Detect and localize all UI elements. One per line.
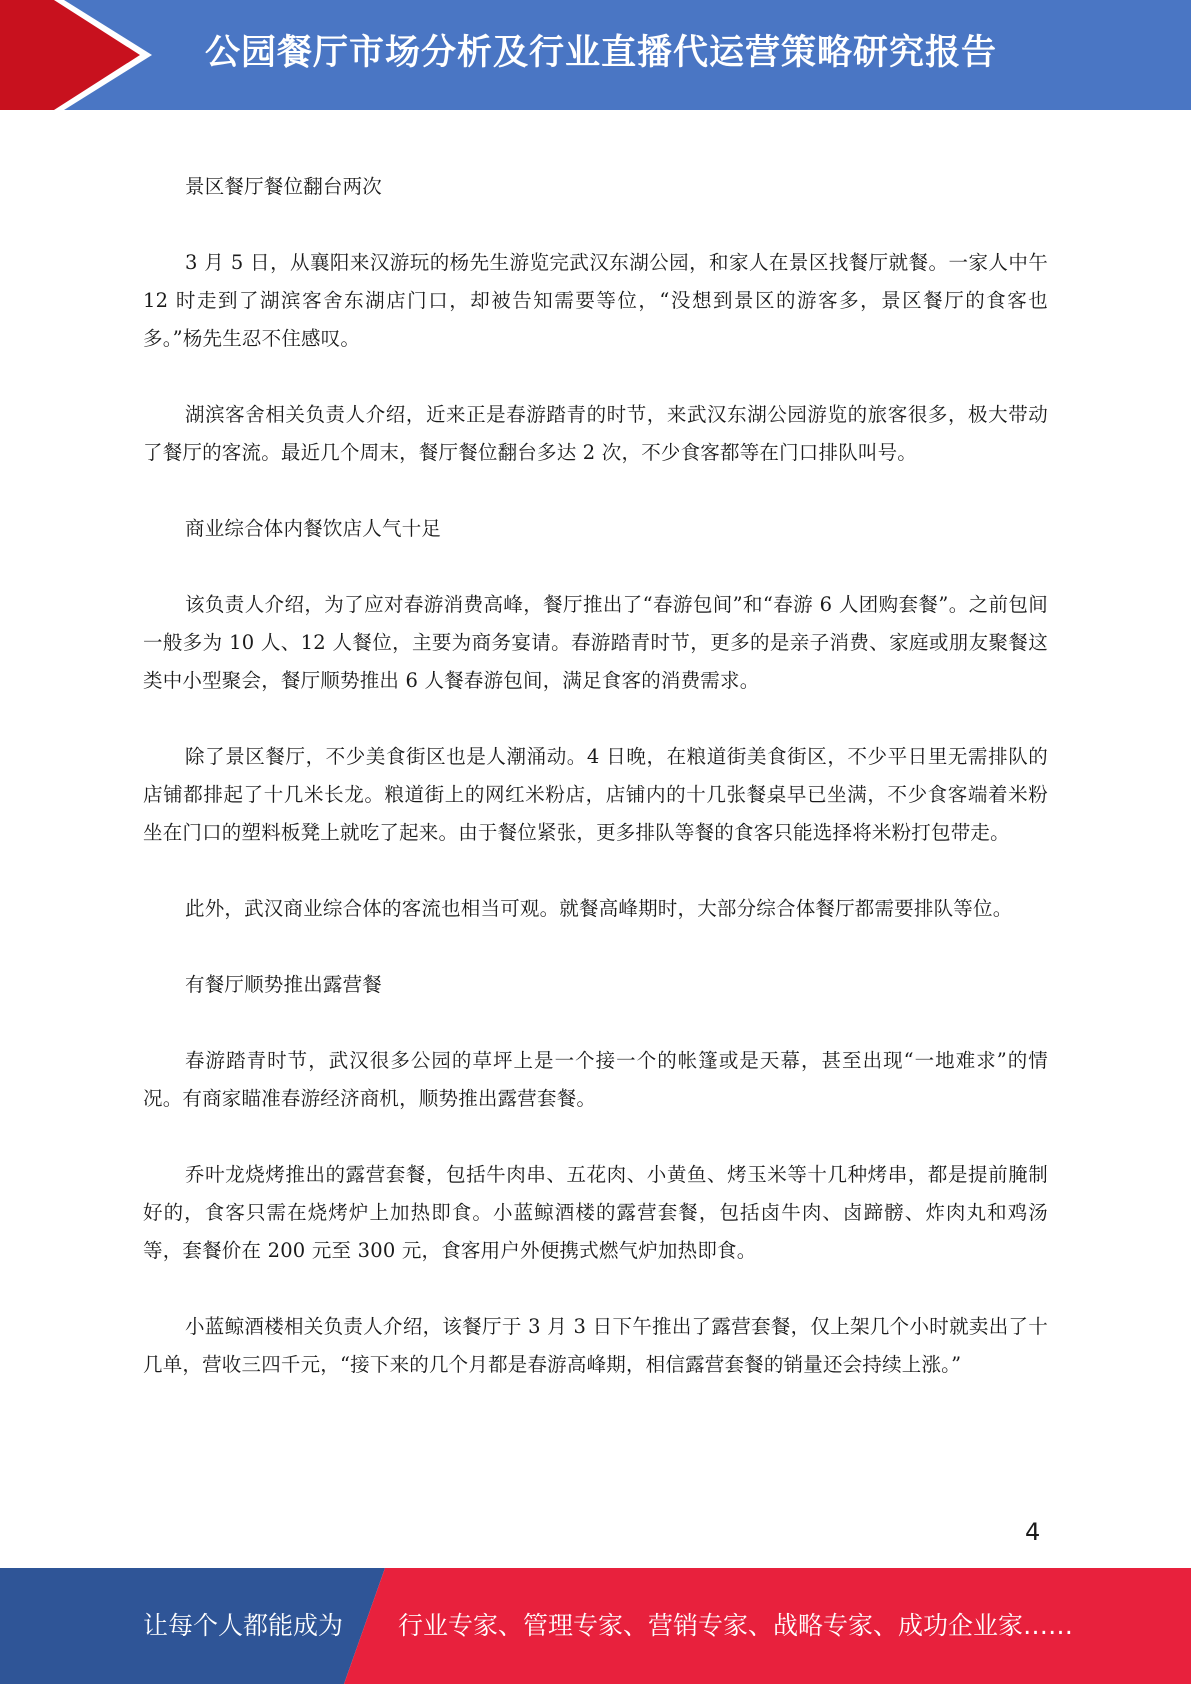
section-heading: 商业综合体内餐饮店人气十足 [185, 517, 442, 540]
report-title: 公园餐厅市场分析及行业直播代运营策略研究报告 [205, 33, 998, 73]
paragraph: 除了景区餐厅，不少美食街区也是人潮涌动。4 日晚，在粮道街美食街区，不少平日里无需排队的店铺都排起了十几米长龙。粮道街上的网红米粉店，店铺内的十几张餐桌早已坐满，不少食客端着米粉坐在门口的塑料板凳上就吃了起来。由于餐位紧张，更多排队等餐的食客只能选择将米粉打包带走。 [143, 745, 1048, 844]
paragraph: 小蓝鲸酒楼相关负责人介绍，该餐厅于 3 月 3 日下午推出了露营套餐，仅上架几个小时就卖出了十几单，营收三四千元，“接下来的几个月都是春游高峰期，相信露营套餐的销量还会持续上涨。” [143, 1315, 1048, 1376]
document-body [143, 168, 1048, 1384]
section-heading: 有餐厅顺势推出露营餐 [185, 973, 383, 996]
paragraph: 春游踏青时节，武汉很多公园的草坪上是一个接一个的帐篷或是天幕，甚至出现“一地难求”的情况。有商家瞄准春游经济商机，顺势推出露营套餐。 [143, 1049, 1048, 1110]
footer-slogan-left: 让每个人都能成为 [143, 1611, 344, 1640]
footer-banner [0, 1568, 1191, 1684]
paragraph: 该负责人介绍，为了应对春游消费高峰，餐厅推出了“春游包间”和“春游 6 人团购套餐”。之前包间一般多为 10 人、12 人餐位，主要为商务宴请。春游踏青时节，更多的是亲子消费、家庭或朋友聚餐这类中小型聚会，餐厅顺势推出 6 人餐春游包间，满足食客的消费需求。 [143, 593, 1048, 692]
paragraph: 乔叶龙烧烤推出的露营套餐，包括牛肉串、五花肉、小黄鱼、烤玉米等十几种烤串，都是提前腌制好的，食客只需在烧烤炉上加热即食。小蓝鲸酒楼的露营套餐，包括卤牛肉、卤蹄髈、炸肉丸和鸡汤等，套餐价在 200 元至 300 元，食客用户外便携式燃气炉加热即食。 [143, 1163, 1048, 1262]
paragraph: 3 月 5 日，从襄阳来汉游玩的杨先生游览完武汉东湖公园，和家人在景区找餐厅就餐。一家人中午 12 时走到了湖滨客舍东湖店门口，却被告知需要等位，“没想到景区的游客多，景区餐厅的食客也多。”杨先生忍不住感叹。 [143, 251, 1048, 350]
header-banner [0, 0, 1191, 110]
page-number: 4 [1025, 1518, 1041, 1546]
footer-slogan-right: 行业专家、管理专家、营销专家、战略专家、成功企业家…… [398, 1611, 1074, 1640]
paragraph: 此外，武汉商业综合体的客流也相当可观。就餐高峰期时，大部分综合体餐厅都需要排队等位。 [185, 897, 1013, 920]
paragraph: 湖滨客舍相关负责人介绍，近来正是春游踏青的时节，来武汉东湖公园游览的旅客很多，极大带动了餐厅的客流。最近几个周末，餐厅餐位翻台多达 2 次，不少食客都等在门口排队叫号。 [143, 403, 1048, 464]
chevron-arrow-icon [0, 0, 160, 110]
section-heading: 景区餐厅餐位翻台两次 [185, 175, 383, 198]
